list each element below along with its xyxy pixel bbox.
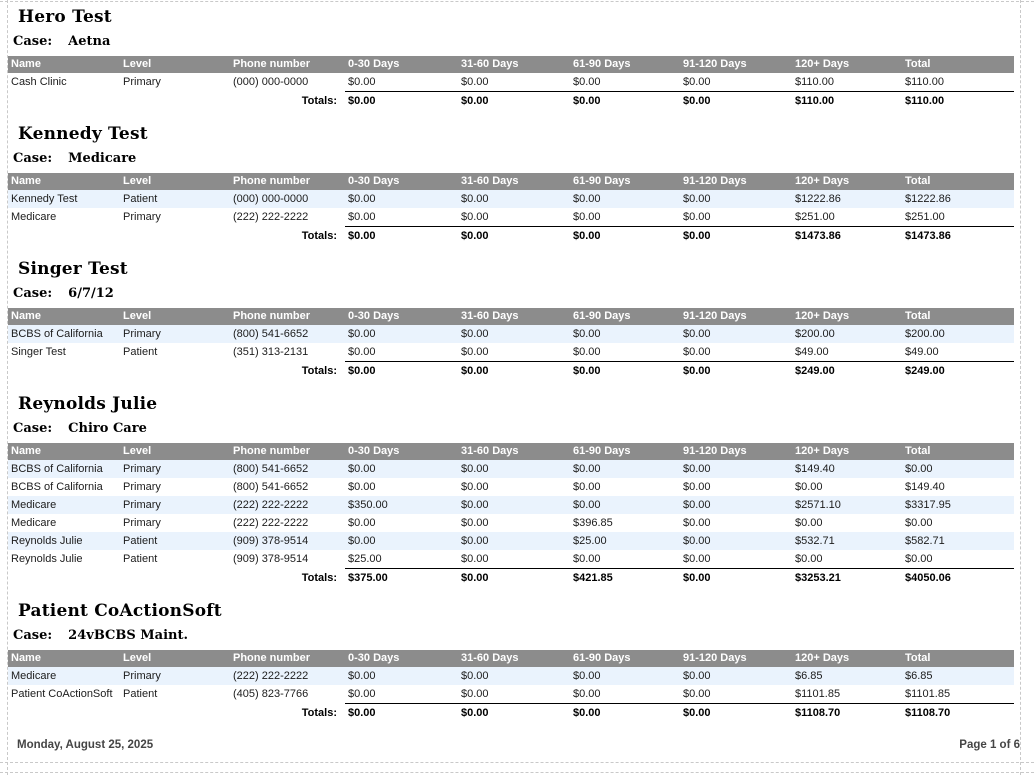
- table-row: [8, 73, 1014, 92]
- column-header: Name: [8, 56, 120, 73]
- cell-amount: $0.00: [680, 325, 792, 343]
- column-header: Total: [902, 443, 1014, 460]
- column-header: Phone number: [230, 173, 345, 190]
- cell-amount: $149.40: [905, 481, 945, 493]
- totals-amount: $0.00: [345, 92, 458, 111]
- column-header: 91-120 Days: [680, 173, 792, 190]
- case-label: Case:: [13, 286, 53, 301]
- cell-amount: $0.00: [461, 688, 489, 700]
- column-header: 31-60 Days: [458, 443, 570, 460]
- cell-amount: $0.00: [573, 553, 601, 565]
- cell-amount: $49.00: [795, 346, 829, 358]
- cell-phone: (909) 378-9514: [233, 553, 309, 566]
- column-header: Total: [902, 650, 1014, 667]
- cell-amount: $0.00: [461, 76, 489, 88]
- table-row: [8, 478, 1014, 496]
- aging-table: [8, 443, 1014, 587]
- cell-amount: $0.00: [348, 211, 376, 223]
- column-header: Name: [8, 173, 120, 190]
- patient-name-title: Kennedy Test: [18, 124, 148, 144]
- cell-phone: (222) 222-2222: [233, 211, 309, 224]
- footer-date: Monday, August 25, 2025: [17, 739, 154, 751]
- patient-name-title: Patient CoActionSoft: [18, 601, 222, 621]
- totals-label: Totals:: [301, 571, 337, 584]
- cell-phone: (800) 541-6652: [230, 325, 345, 343]
- cell-phone: (222) 222-2222: [233, 517, 309, 529]
- cell-amount: $6.85: [902, 667, 1014, 685]
- column-header: Total: [902, 308, 1014, 325]
- table-row: [8, 514, 1014, 532]
- cell-phone: (351) 313-2131: [233, 346, 309, 359]
- cell-amount: $0.00: [683, 346, 711, 358]
- table-row: [8, 685, 1014, 704]
- totals-amount: $1473.86: [792, 227, 902, 246]
- cell-amount: $1101.85: [905, 688, 951, 700]
- cell-phone: (800) 541-6652: [230, 460, 345, 478]
- totals-row: [8, 704, 1014, 723]
- cell-level: Patient: [123, 346, 158, 359]
- cell-amount: $582.71: [902, 532, 1014, 550]
- cell-amount: $0.00: [795, 553, 823, 565]
- totals-row: [8, 92, 1014, 111]
- patient-section: [8, 599, 1014, 722]
- column-header: Level: [120, 650, 230, 667]
- cell-name: Patient CoActionSoft: [11, 688, 113, 701]
- cell-amount: $0.00: [680, 532, 792, 550]
- column-header: 61-90 Days: [570, 56, 680, 73]
- cell-amount: $0.00: [461, 481, 489, 493]
- cell-amount: $0.00: [345, 190, 458, 208]
- totals-amount: $0.00: [458, 569, 570, 588]
- cell-amount: $110.00: [905, 76, 944, 88]
- totals-amount: $110.00: [902, 92, 1014, 111]
- cell-amount: $0.00: [680, 667, 792, 685]
- cell-phone: (000) 000-0000: [233, 76, 309, 89]
- column-header: Level: [120, 173, 230, 190]
- table-row: [8, 208, 1014, 227]
- column-header: 120+ Days: [792, 650, 902, 667]
- column-header: 61-90 Days: [570, 173, 680, 190]
- totals-amount: $110.00: [792, 92, 902, 111]
- column-header: 31-60 Days: [458, 173, 570, 190]
- totals-label: Totals:: [301, 229, 337, 242]
- cell-amount: $0.00: [348, 346, 376, 358]
- aging-table: [8, 308, 1014, 380]
- table-row: [8, 496, 1014, 514]
- case-label: Case:: [13, 151, 53, 166]
- cell-name: BCBS of California: [8, 325, 120, 343]
- totals-amount: $0.00: [458, 227, 570, 246]
- case-value: Chiro Care: [68, 421, 147, 436]
- table-header-row: [8, 173, 1014, 190]
- totals-amount: $0.00: [680, 704, 792, 723]
- column-header: 0-30 Days: [345, 443, 458, 460]
- patient-section: [8, 257, 1014, 380]
- totals-amount: $3253.21: [792, 569, 902, 588]
- cell-level: Primary: [123, 76, 161, 89]
- case-value: Medicare: [68, 151, 137, 166]
- cell-phone: (000) 000-0000: [230, 190, 345, 208]
- cell-amount: $396.85: [573, 517, 613, 529]
- totals-amount: $0.00: [570, 227, 680, 246]
- totals-amount: $1108.70: [792, 704, 902, 723]
- totals-row: [8, 227, 1014, 246]
- column-header: 0-30 Days: [345, 56, 458, 73]
- totals-amount: $0.00: [570, 92, 680, 111]
- cell-amount: $251.00: [905, 211, 945, 223]
- totals-label: Totals:: [301, 364, 337, 377]
- column-header: 120+ Days: [792, 308, 902, 325]
- totals-amount: $249.00: [902, 362, 1014, 381]
- cell-level: Primary: [120, 460, 230, 478]
- case-value: 6/7/12: [68, 286, 114, 301]
- totals-amount: $0.00: [458, 704, 570, 723]
- totals-amount: $421.85: [570, 569, 680, 588]
- cell-amount: $0.00: [458, 667, 570, 685]
- column-header: Phone number: [230, 56, 345, 73]
- column-header: 61-90 Days: [570, 443, 680, 460]
- totals-amount: $1473.86: [902, 227, 1014, 246]
- table-header-row: [8, 443, 1014, 460]
- column-header: 61-90 Days: [570, 650, 680, 667]
- table-header-row: [8, 308, 1014, 325]
- cell-amount: $0.00: [345, 667, 458, 685]
- patient-section: [8, 5, 1014, 110]
- patient-name-title: Reynolds Julie: [18, 394, 158, 414]
- cell-amount: $200.00: [792, 325, 902, 343]
- case-line: [13, 421, 1014, 437]
- cell-amount: $0.00: [458, 496, 570, 514]
- column-header: Phone number: [230, 308, 345, 325]
- column-header: 61-90 Days: [570, 308, 680, 325]
- column-header: Level: [120, 56, 230, 73]
- cell-amount: $2571.10: [792, 496, 902, 514]
- cell-level: Primary: [123, 517, 161, 529]
- column-header: 91-120 Days: [680, 308, 792, 325]
- cell-level: Primary: [123, 481, 161, 493]
- totals-amount: $0.00: [680, 569, 792, 588]
- cell-amount: $0.00: [683, 481, 711, 493]
- totals-amount: $0.00: [680, 92, 792, 111]
- cell-amount: $1222.86: [902, 190, 1014, 208]
- column-header: 91-120 Days: [680, 56, 792, 73]
- cell-amount: $0.00: [345, 532, 458, 550]
- cell-amount: $0.00: [461, 346, 489, 358]
- cell-amount: $0.00: [345, 460, 458, 478]
- cell-name: BCBS of California: [8, 460, 120, 478]
- cell-amount: $0.00: [570, 325, 680, 343]
- page-break-line: [0, 772, 1034, 773]
- cell-amount: $0.00: [345, 325, 458, 343]
- cell-amount: $110.00: [795, 76, 834, 88]
- cell-name: Medicare: [8, 496, 120, 514]
- cell-amount: $0.00: [461, 211, 489, 223]
- cell-name: Reynolds Julie: [11, 553, 83, 566]
- cell-amount: $0.00: [458, 190, 570, 208]
- cell-amount: $0.00: [683, 553, 711, 565]
- cell-amount: $0.00: [461, 517, 489, 529]
- report-body: [8, 0, 1014, 722]
- cell-amount: $0.00: [573, 346, 601, 358]
- cell-amount: $0.00: [573, 211, 601, 223]
- column-header: 120+ Days: [792, 56, 902, 73]
- cell-amount: $0.00: [573, 688, 601, 700]
- cell-amount: $0.00: [348, 517, 376, 529]
- cell-amount: $0.00: [795, 481, 823, 493]
- page-margin-right-line: [1020, 0, 1021, 775]
- cell-amount: $0.00: [683, 211, 711, 223]
- cell-phone: (909) 378-9514: [230, 532, 345, 550]
- totals-row: [8, 362, 1014, 381]
- cell-name: Medicare: [8, 667, 120, 685]
- column-header: Total: [902, 173, 1014, 190]
- table-row: [8, 460, 1014, 478]
- cell-amount: $0.00: [458, 532, 570, 550]
- cell-amount: $0.00: [570, 496, 680, 514]
- cell-name: Reynolds Julie: [8, 532, 120, 550]
- column-header: 91-120 Days: [680, 650, 792, 667]
- cell-level: Patient: [123, 553, 158, 566]
- cell-amount: $0.00: [348, 688, 376, 700]
- totals-amount: $0.00: [345, 362, 458, 381]
- column-header: 31-60 Days: [458, 56, 570, 73]
- cell-amount: $0.00: [348, 76, 376, 88]
- cell-amount: $0.00: [683, 688, 711, 700]
- aging-table: [8, 173, 1014, 245]
- totals-row: [8, 569, 1014, 588]
- cell-amount: $25.00: [570, 532, 680, 550]
- totals-amount: $0.00: [680, 227, 792, 246]
- totals-amount: $0.00: [680, 362, 792, 381]
- case-line: [13, 628, 1014, 644]
- table-row: [8, 190, 1014, 208]
- case-line: [13, 151, 1014, 167]
- table-row: [8, 325, 1014, 343]
- table-row: [8, 667, 1014, 685]
- cell-amount: $0.00: [905, 553, 933, 565]
- cell-amount: $0.00: [461, 553, 489, 565]
- cell-amount: $0.00: [458, 460, 570, 478]
- cell-amount: $0.00: [570, 667, 680, 685]
- cell-name: Kennedy Test: [8, 190, 120, 208]
- cell-amount: $0.00: [458, 325, 570, 343]
- cell-amount: $350.00: [345, 496, 458, 514]
- cell-amount: $0.00: [902, 460, 1014, 478]
- cell-name: Medicare: [11, 517, 57, 529]
- totals-amount: $4050.06: [902, 569, 1014, 588]
- aging-table: [8, 56, 1014, 110]
- cell-level: Primary: [120, 496, 230, 514]
- cell-level: Patient: [123, 688, 158, 701]
- totals-amount: $249.00: [792, 362, 902, 381]
- table-header-row: [8, 650, 1014, 667]
- column-header: 0-30 Days: [345, 308, 458, 325]
- cell-level: Primary: [123, 211, 161, 224]
- aging-table: [8, 650, 1014, 722]
- cell-amount: $149.40: [792, 460, 902, 478]
- patient-section: [8, 122, 1014, 245]
- cell-name: Medicare: [11, 211, 57, 224]
- cell-amount: $251.00: [795, 211, 835, 223]
- column-header: Total: [902, 56, 1014, 73]
- totals-amount: $0.00: [458, 362, 570, 381]
- cell-amount: $0.00: [573, 76, 601, 88]
- patient-name-title: Singer Test: [18, 259, 128, 279]
- cell-amount: $532.71: [792, 532, 902, 550]
- column-header: Phone number: [230, 443, 345, 460]
- table-header-row: [8, 56, 1014, 73]
- totals-amount: $0.00: [458, 92, 570, 111]
- column-header: Name: [8, 650, 120, 667]
- cell-amount: $0.00: [348, 481, 376, 493]
- cell-amount: $200.00: [902, 325, 1014, 343]
- totals-label: Totals:: [301, 94, 337, 107]
- totals-amount: $0.00: [345, 227, 458, 246]
- totals-amount: $0.00: [345, 704, 458, 723]
- cell-amount: $0.00: [680, 190, 792, 208]
- cell-amount: $0.00: [683, 517, 711, 529]
- column-header: Phone number: [230, 650, 345, 667]
- case-line: [13, 34, 1014, 50]
- table-row: [8, 532, 1014, 550]
- column-header: 0-30 Days: [345, 650, 458, 667]
- patient-section: [8, 392, 1014, 587]
- cell-amount: $0.00: [905, 517, 933, 529]
- cell-amount: $0.00: [683, 76, 711, 88]
- cell-level: Primary: [120, 667, 230, 685]
- cell-name: Cash Clinic: [11, 76, 67, 89]
- totals-amount: $0.00: [570, 704, 680, 723]
- cell-amount: $0.00: [680, 496, 792, 514]
- totals-amount: $1108.70: [902, 704, 1014, 723]
- cell-phone: (222) 222-2222: [230, 496, 345, 514]
- column-header: Name: [8, 308, 120, 325]
- cell-phone: (405) 823-7766: [233, 688, 309, 701]
- cell-amount: $3317.95: [902, 496, 1014, 514]
- cell-phone: (800) 541-6652: [233, 481, 309, 493]
- cell-amount: $49.00: [905, 346, 939, 358]
- case-label: Case:: [13, 34, 53, 49]
- case-label: Case:: [13, 421, 53, 436]
- totals-amount: $0.00: [570, 362, 680, 381]
- column-header: Name: [8, 443, 120, 460]
- cell-amount: $0.00: [570, 460, 680, 478]
- column-header: 91-120 Days: [680, 443, 792, 460]
- cell-name: BCBS of California: [11, 481, 103, 493]
- cell-level: Patient: [120, 532, 230, 550]
- cell-amount: $0.00: [795, 517, 823, 529]
- cell-level: Primary: [120, 325, 230, 343]
- cell-name: Singer Test: [11, 346, 66, 359]
- column-header: 31-60 Days: [458, 650, 570, 667]
- cell-phone: (222) 222-2222: [230, 667, 345, 685]
- cell-amount: $25.00: [348, 553, 382, 565]
- cell-amount: $0.00: [573, 481, 601, 493]
- cell-level: Patient: [120, 190, 230, 208]
- table-row: [8, 550, 1014, 569]
- footer-page-number: Page 1 of 6: [959, 739, 1020, 751]
- column-header: Level: [120, 443, 230, 460]
- cell-amount: $6.85: [792, 667, 902, 685]
- column-header: Level: [120, 308, 230, 325]
- column-header: 0-30 Days: [345, 173, 458, 190]
- case-value: Aetna: [68, 34, 111, 49]
- totals-label: Totals:: [301, 706, 337, 719]
- cell-amount: $1101.85: [795, 688, 841, 700]
- cell-amount: $0.00: [570, 190, 680, 208]
- column-header: 31-60 Days: [458, 308, 570, 325]
- page-margin-bottom-line: [0, 762, 1034, 763]
- cell-amount: $0.00: [680, 460, 792, 478]
- totals-amount: $375.00: [345, 569, 458, 588]
- column-header: 120+ Days: [792, 173, 902, 190]
- case-line: [13, 286, 1014, 302]
- case-value: 24vBCBS Maint.: [68, 628, 189, 643]
- patient-name-title: Hero Test: [18, 7, 112, 27]
- column-header: 120+ Days: [792, 443, 902, 460]
- cell-amount: $1222.86: [792, 190, 902, 208]
- case-label: Case:: [13, 628, 53, 643]
- table-row: [8, 343, 1014, 362]
